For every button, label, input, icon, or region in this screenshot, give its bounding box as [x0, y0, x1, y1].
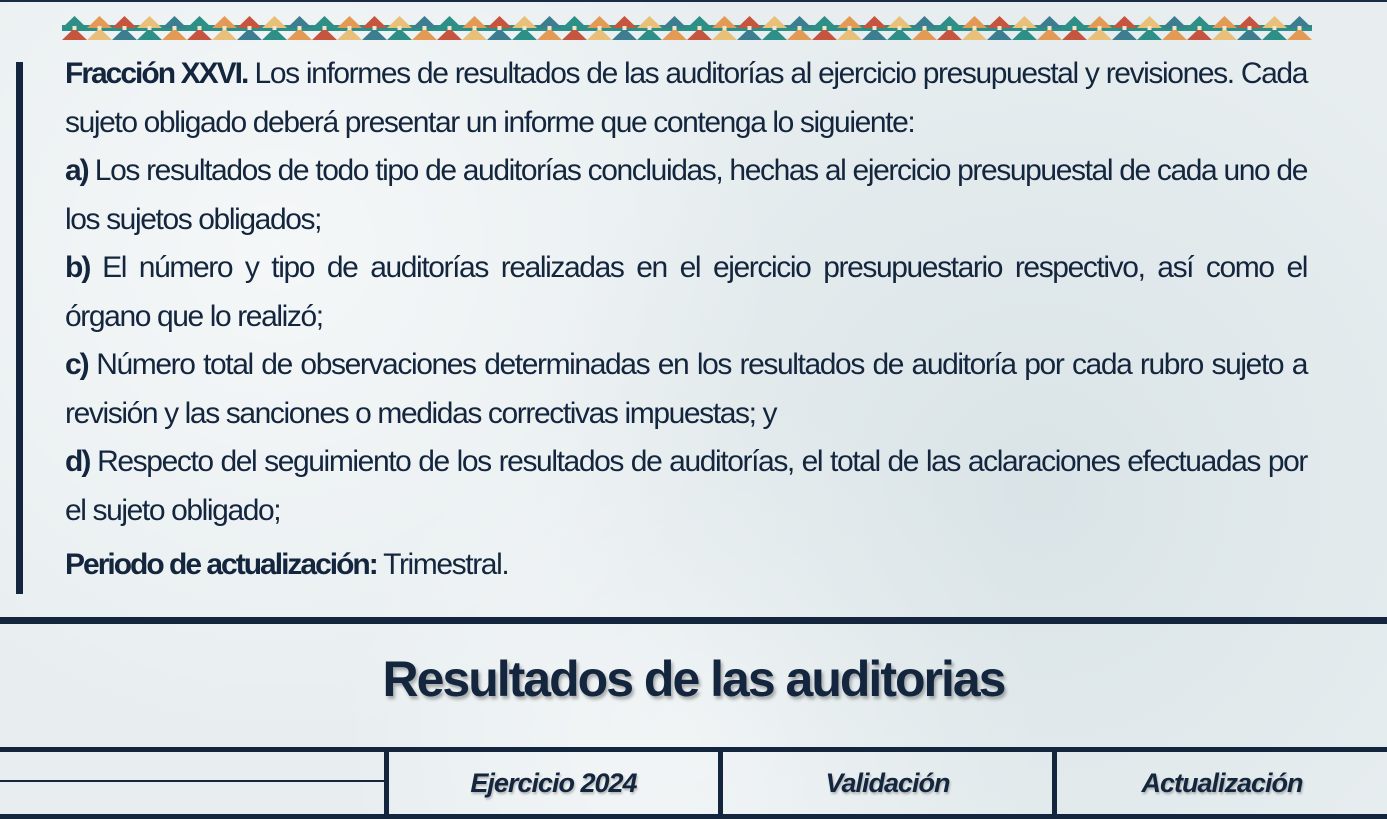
table-header-update: Actualización [1141, 768, 1303, 798]
banner-dot [423, 26, 427, 30]
list-item-b [65, 244, 1307, 341]
banner-dot [873, 26, 877, 30]
banner-dot [348, 26, 352, 30]
banner-dot [1248, 26, 1252, 30]
banner-dot [98, 26, 102, 30]
table-header-year: Ejercicio 2024 [470, 768, 637, 798]
banner-dot [248, 26, 252, 30]
fraction-intro [65, 50, 1307, 147]
banner-dot [173, 26, 177, 30]
period-value: Trimestral. [376, 548, 509, 581]
banner-dot [1298, 26, 1302, 30]
banner-dot [323, 26, 327, 30]
fraction-intro-text: Los informes de resultados de las auditorías al ejercicio presupuestal y revisiones. Cada sujeto obligado deberá presentar un informe que contenga lo siguiente: [65, 57, 1308, 139]
banner-dot [1198, 26, 1202, 30]
top-rule [0, 0, 1387, 2]
banner-dot [448, 26, 452, 30]
item-letter: c) [65, 348, 88, 381]
update-period [65, 541, 1307, 590]
banner-dot [1173, 26, 1177, 30]
banner-dot [1148, 26, 1152, 30]
banner-dot [373, 26, 377, 30]
banner-dot [298, 26, 302, 30]
item-text: El número y tipo de auditorías realizadas en el ejercicio presupuestario respectivo, así como el órgano que lo realizó; [65, 251, 1307, 333]
table-blank-cell-rule [0, 780, 386, 782]
banner-dot [973, 26, 977, 30]
banner-dot [623, 26, 627, 30]
banner-dot [398, 26, 402, 30]
banner-dot [673, 26, 677, 30]
banner-dot [198, 26, 202, 30]
list-item-a [65, 147, 1307, 244]
item-letter: b) [65, 251, 90, 284]
banner-dot [1223, 26, 1227, 30]
banner-dot [273, 26, 277, 30]
banner-dot [223, 26, 227, 30]
fraction-description [65, 50, 1307, 590]
banner-dot [148, 26, 152, 30]
banner-dot [848, 26, 852, 30]
item-letter: a) [65, 154, 88, 187]
banner-dot [823, 26, 827, 30]
list-item-c [65, 341, 1307, 438]
banner-dot [1123, 26, 1127, 30]
banner-dot [73, 26, 77, 30]
list-item-d [65, 438, 1307, 535]
banner-dot [798, 26, 802, 30]
banner-dot [648, 26, 652, 30]
table-bottom-rule [0, 814, 1387, 819]
item-letter: d) [65, 445, 90, 478]
banner-dot [998, 26, 1002, 30]
accent-bar [16, 62, 23, 594]
period-label: Periodo de actualización: [65, 548, 377, 581]
banner-dot [123, 26, 127, 30]
fraction-heading: Fracción XXVI. [65, 57, 248, 90]
decorative-pattern-banner [62, 16, 1312, 40]
item-text: Respecto del seguimiento de los resultados de auditorías, el total de las aclaraciones efectuadas por el sujeto obligado; [65, 445, 1307, 527]
item-text: Los resultados de todo tipo de auditorías concluidas, hechas al ejercicio presupuestal de cada uno de los sujetos obligados; [65, 154, 1307, 236]
banner-dot [1073, 26, 1077, 30]
banner-dot [923, 26, 927, 30]
table-header-validation: Validación [825, 768, 950, 798]
banner-dot [473, 26, 477, 30]
banner-dot [598, 26, 602, 30]
banner-dot [898, 26, 902, 30]
item-text: Número total de observaciones determinadas en los resultados de auditoría por cada rubro sujeto a revisión y las sanciones o medidas correctivas impuestas; y [65, 348, 1307, 430]
banner-dot [748, 26, 752, 30]
banner-dot [573, 26, 577, 30]
banner-dot [1273, 26, 1277, 30]
banner-dot [948, 26, 952, 30]
banner-dot [1048, 26, 1052, 30]
section-divider [0, 617, 1387, 624]
banner-dot [723, 26, 727, 30]
banner-dot [1098, 26, 1102, 30]
banner-dot [498, 26, 502, 30]
banner-dot [773, 26, 777, 30]
page-title: Resultados de las auditorias [382, 651, 1005, 707]
banner-dot [698, 26, 702, 30]
banner-dot [548, 26, 552, 30]
banner-dot [523, 26, 527, 30]
banner-dot [1023, 26, 1027, 30]
